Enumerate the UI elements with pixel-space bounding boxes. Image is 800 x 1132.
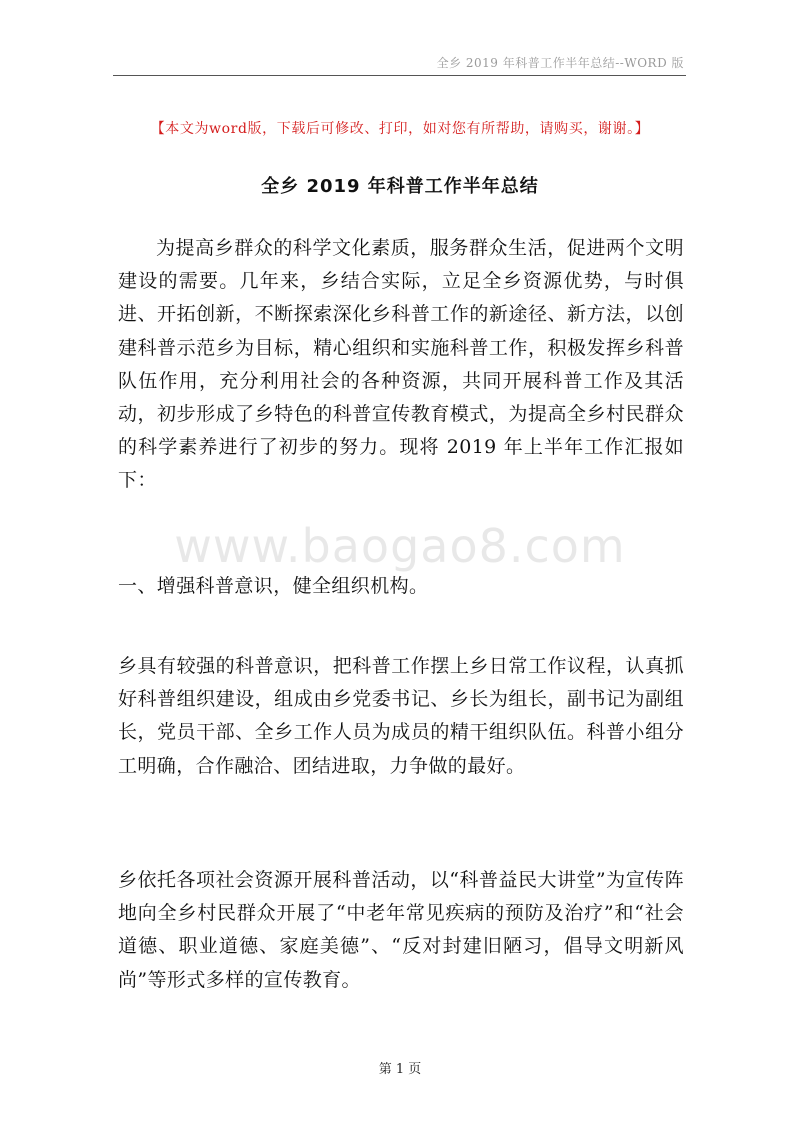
paragraph-organization: 乡具有较强的科普意识，把科普工作摆上乡日常工作议程，认真抓好科普组织建设，组成由乡党委书记、乡长为组长，副书记为副组长，党员干部、全乡工作人员为成员的精干组织队伍。科普小组分工明确，合作融洽、团结进取，力争做的最好。 xyxy=(118,655,684,777)
running-header: 全乡 2019 年科普工作半年总结--WORD 版 xyxy=(436,56,684,70)
paragraph-intro: 为提高乡群众的科学文化素质，服务群众生活，促进两个文明建设的需要。几年来，乡结合实际，立足全乡资源优势，与时俱进、开拓创新，不断探索深化乡科普工作的新途径、新方法，以创建科普示范乡为目标，精心组织和实施科普工作，积极发挥乡科普队伍作用，充分利用社会的各种资源，共同开展科普工作及其活动，初步形成了乡特色的科普宣传教育模式，为提高全乡村民群众的科学素养进行了初步的努力。现将 2019 年上半年工作汇报如下： xyxy=(118,237,684,492)
watermark: www.baogao8.com xyxy=(174,519,626,573)
paragraph-activities: 乡依托各项社会资源开展科普活动，以“科普益民大讲堂”为宣传阵地向全乡村民群众开展了“中老年常见疾病的预防及治疗”和“社会道德、职业道德、家庭美德”、“反对封建旧陋习，倡导文明新风尚”等形式多样的宣传教育。 xyxy=(118,869,684,991)
header-divider xyxy=(113,75,686,76)
document-title: 全乡 2019 年科普工作半年总结 xyxy=(261,176,539,197)
download-notice: 【本文为word版，下载后可修改、打印，如对您有所帮助，请购买，谢谢。】 xyxy=(150,121,650,137)
section-heading: 一、增强科普意识，健全组织机构。 xyxy=(118,575,429,597)
page-number: 第 1 页 xyxy=(378,1062,422,1077)
